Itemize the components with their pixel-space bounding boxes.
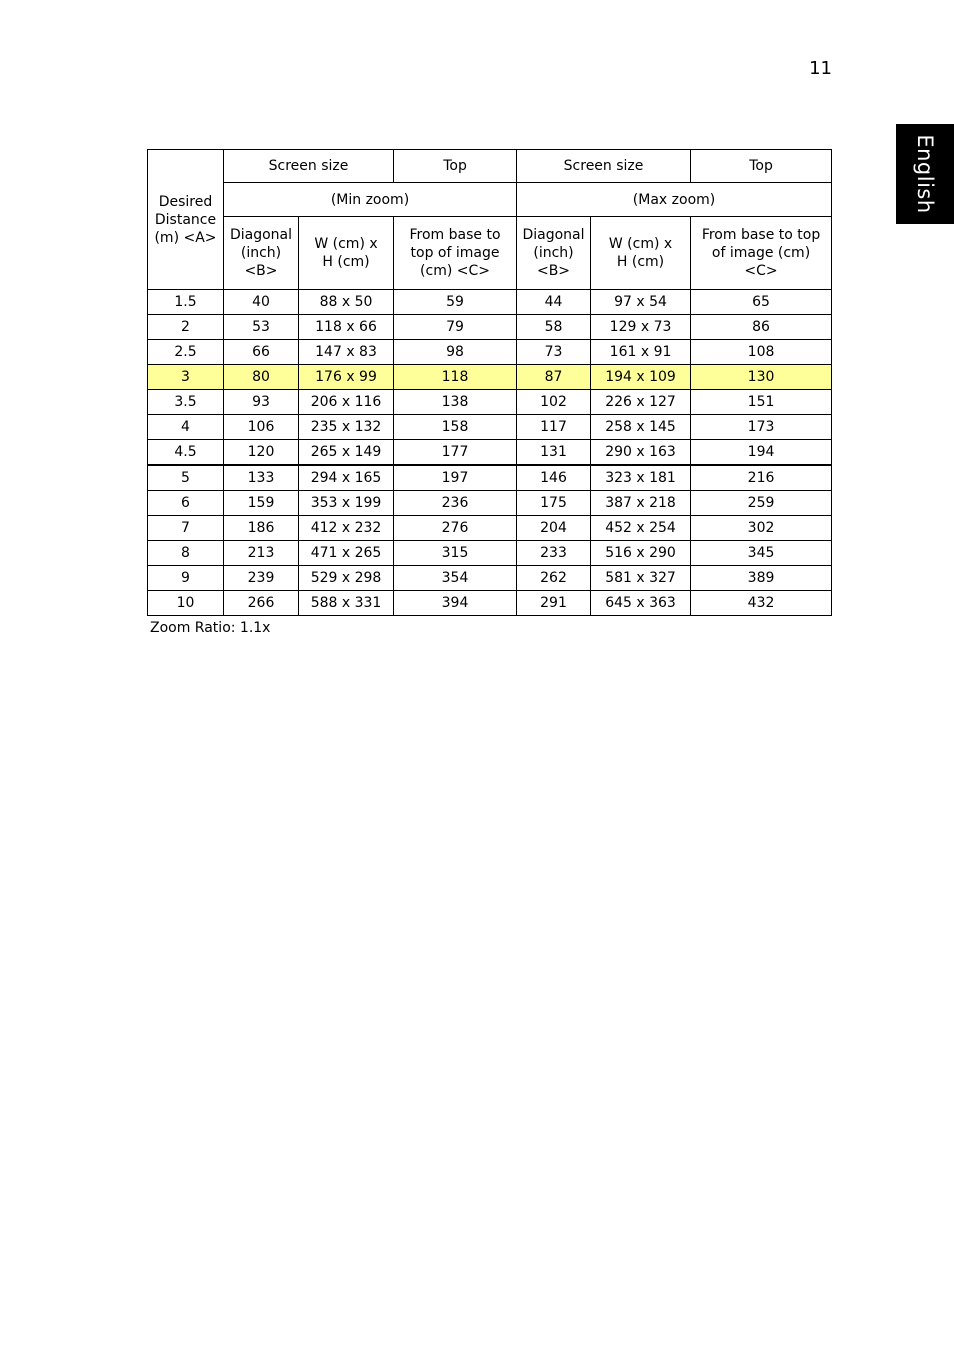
table-row [148, 566, 832, 591]
table-row [148, 440, 832, 466]
table-cell: 120 [224, 440, 299, 466]
table-cell: 315 [394, 541, 517, 566]
table-cell: 4.5 [148, 440, 224, 466]
table-row [148, 415, 832, 440]
table-cell: 147 x 83 [299, 340, 394, 365]
table-cell: 98 [394, 340, 517, 365]
table-cell: 432 [691, 591, 832, 616]
table-cell: 645 x 363 [591, 591, 691, 616]
table-row [148, 365, 832, 390]
table-cell: 323 x 181 [591, 465, 691, 491]
table-cell: 117 [517, 415, 591, 440]
header-max-base-to-top: From base to top of image (cm) <C> [691, 217, 832, 290]
zoom-ratio-note: Zoom Ratio: 1.1x [150, 620, 271, 636]
table-cell: 471 x 265 [299, 541, 394, 566]
table-row [148, 315, 832, 340]
table-cell: 239 [224, 566, 299, 591]
table-cell: 159 [224, 491, 299, 516]
page-number: 11 [809, 58, 832, 79]
table-cell: 58 [517, 315, 591, 340]
table-cell: 175 [517, 491, 591, 516]
table-cell: 197 [394, 465, 517, 491]
table-cell: 129 x 73 [591, 315, 691, 340]
table-cell: 4 [148, 415, 224, 440]
table-cell: 291 [517, 591, 591, 616]
table-cell: 266 [224, 591, 299, 616]
table-row [148, 591, 832, 616]
table-cell: 588 x 331 [299, 591, 394, 616]
table-cell: 146 [517, 465, 591, 491]
table-cell: 2.5 [148, 340, 224, 365]
table-cell: 87 [517, 365, 591, 390]
table-cell: 177 [394, 440, 517, 466]
table-cell: 118 x 66 [299, 315, 394, 340]
table-cell: 59 [394, 290, 517, 315]
table-cell: 80 [224, 365, 299, 390]
language-tab-label: English [913, 134, 937, 214]
table-cell: 161 x 91 [591, 340, 691, 365]
table-row [148, 516, 832, 541]
table-row [148, 491, 832, 516]
table-cell: 262 [517, 566, 591, 591]
table-cell: 7 [148, 516, 224, 541]
header-row-2 [148, 183, 832, 217]
table-cell: 516 x 290 [591, 541, 691, 566]
table-cell: 387 x 218 [591, 491, 691, 516]
header-min-width-height: W (cm) x H (cm) [299, 217, 394, 290]
table-row [148, 541, 832, 566]
table-cell: 88 x 50 [299, 290, 394, 315]
language-tab [896, 124, 954, 224]
table-cell: 151 [691, 390, 832, 415]
table-cell: 216 [691, 465, 832, 491]
table-cell: 233 [517, 541, 591, 566]
header-min-top: Top [394, 150, 517, 183]
table-cell: 194 x 109 [591, 365, 691, 390]
table-cell: 259 [691, 491, 832, 516]
table-cell: 79 [394, 315, 517, 340]
header-min-base-to-top: From base to top of image (cm) <C> [394, 217, 517, 290]
table-cell: 65 [691, 290, 832, 315]
table-cell: 354 [394, 566, 517, 591]
table-cell: 133 [224, 465, 299, 491]
table-cell: 529 x 298 [299, 566, 394, 591]
header-max-top: Top [691, 150, 832, 183]
table-cell: 102 [517, 390, 591, 415]
table-cell: 118 [394, 365, 517, 390]
header-row-1 [148, 150, 832, 183]
header-max-diagonal: Diagonal (inch) <B> [517, 217, 591, 290]
table-cell: 138 [394, 390, 517, 415]
table-cell: 10 [148, 591, 224, 616]
table-cell: 3 [148, 365, 224, 390]
table-row [148, 390, 832, 415]
table-cell: 353 x 199 [299, 491, 394, 516]
table-cell: 93 [224, 390, 299, 415]
header-min-zoom: (Min zoom) [224, 183, 517, 217]
table-cell: 412 x 232 [299, 516, 394, 541]
table-cell: 97 x 54 [591, 290, 691, 315]
table-cell: 394 [394, 591, 517, 616]
table-cell: 302 [691, 516, 832, 541]
table-cell: 130 [691, 365, 832, 390]
table-cell: 173 [691, 415, 832, 440]
table-cell: 213 [224, 541, 299, 566]
table-cell: 6 [148, 491, 224, 516]
table-cell: 131 [517, 440, 591, 466]
table-cell: 108 [691, 340, 832, 365]
header-max-zoom: (Max zoom) [517, 183, 832, 217]
table-cell: 265 x 149 [299, 440, 394, 466]
table-row [148, 465, 832, 491]
table-cell: 53 [224, 315, 299, 340]
table-cell: 44 [517, 290, 591, 315]
table-cell: 276 [394, 516, 517, 541]
table-cell: 206 x 116 [299, 390, 394, 415]
header-min-screen-size: Screen size [224, 150, 394, 183]
table-cell: 66 [224, 340, 299, 365]
header-max-screen-size: Screen size [517, 150, 691, 183]
table-cell: 452 x 254 [591, 516, 691, 541]
table-cell: 9 [148, 566, 224, 591]
header-desired-distance: Desired Distance (m) <A> [148, 150, 224, 290]
table-row [148, 340, 832, 365]
table-cell: 345 [691, 541, 832, 566]
table-cell: 176 x 99 [299, 365, 394, 390]
header-max-width-height: W (cm) x H (cm) [591, 217, 691, 290]
table-cell: 3.5 [148, 390, 224, 415]
header-min-diagonal: Diagonal (inch) <B> [224, 217, 299, 290]
table-cell: 294 x 165 [299, 465, 394, 491]
projection-distance-table [147, 149, 832, 616]
table-cell: 290 x 163 [591, 440, 691, 466]
table-cell: 106 [224, 415, 299, 440]
table-cell: 2 [148, 315, 224, 340]
table-cell: 204 [517, 516, 591, 541]
table-cell: 40 [224, 290, 299, 315]
table-cell: 389 [691, 566, 832, 591]
table-cell: 86 [691, 315, 832, 340]
table-cell: 73 [517, 340, 591, 365]
table-cell: 235 x 132 [299, 415, 394, 440]
table-cell: 8 [148, 541, 224, 566]
table-cell: 194 [691, 440, 832, 466]
table-cell: 186 [224, 516, 299, 541]
table-cell: 1.5 [148, 290, 224, 315]
header-row-3 [148, 217, 832, 290]
table-cell: 581 x 327 [591, 566, 691, 591]
table-cell: 5 [148, 465, 224, 491]
table-cell: 226 x 127 [591, 390, 691, 415]
table-row [148, 290, 832, 315]
table-cell: 258 x 145 [591, 415, 691, 440]
table-cell: 158 [394, 415, 517, 440]
table-cell: 236 [394, 491, 517, 516]
